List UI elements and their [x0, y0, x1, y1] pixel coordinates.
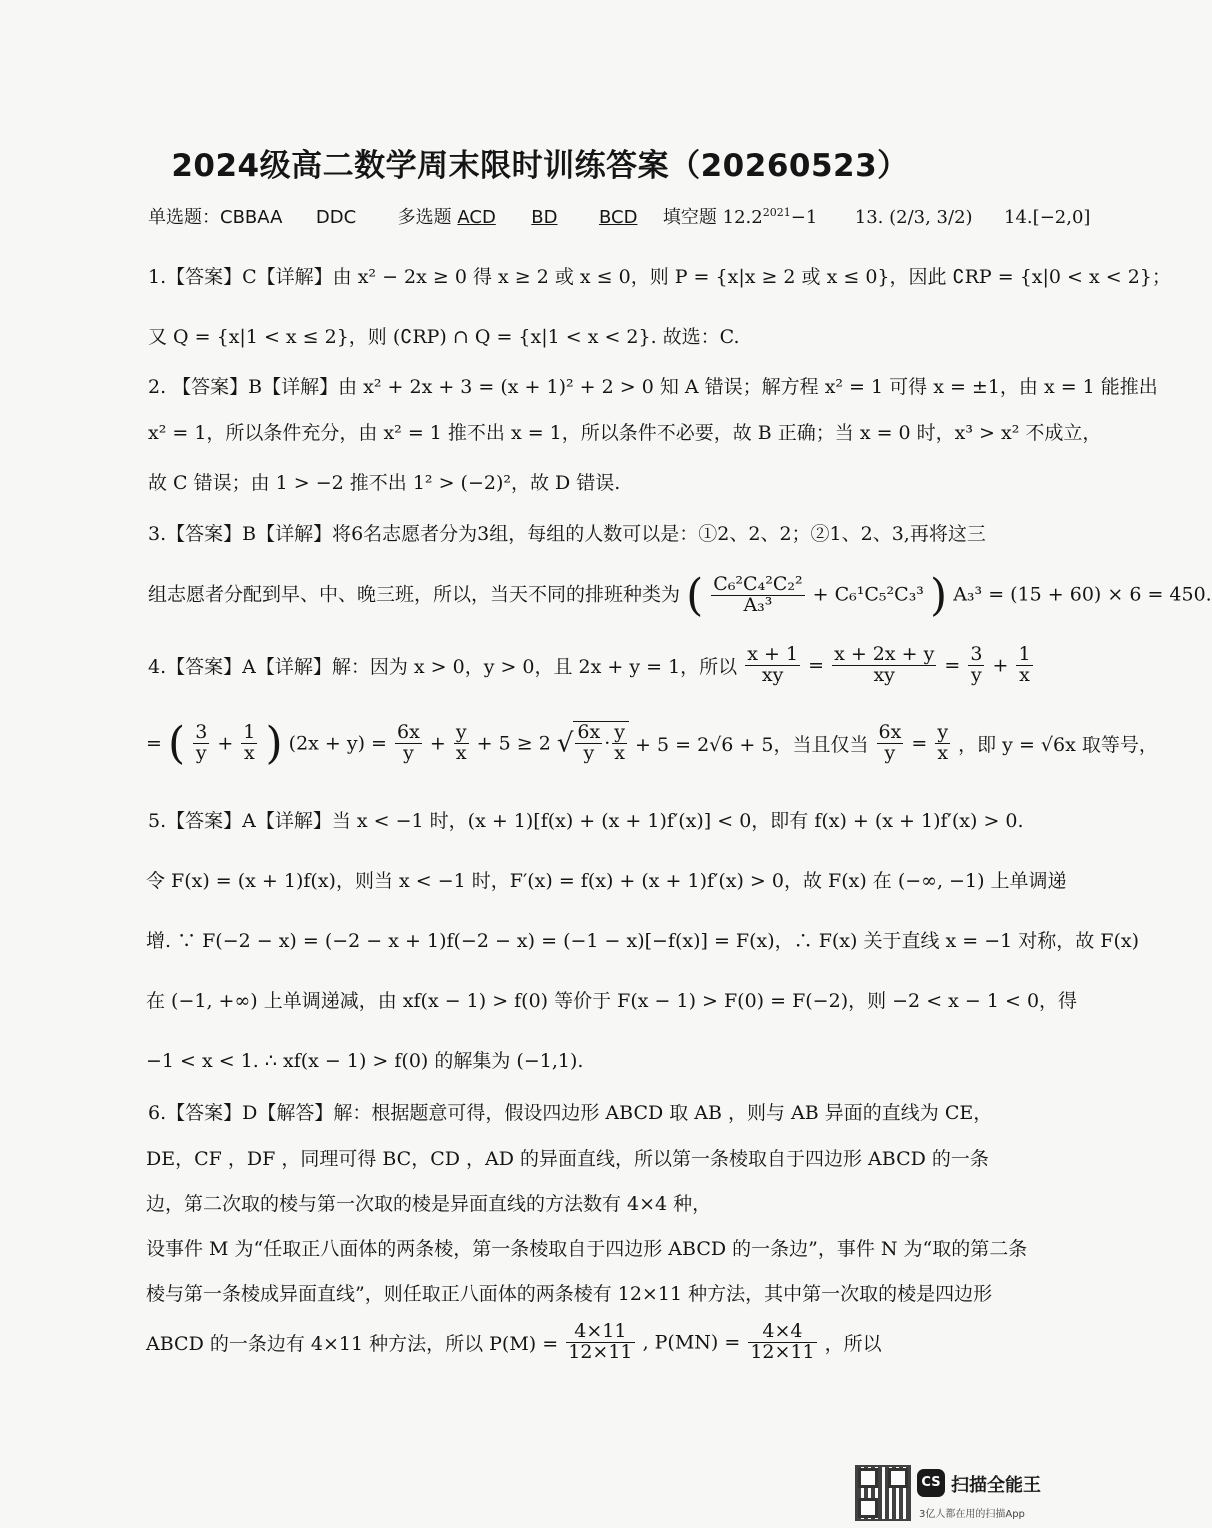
solution-3-term: + C₆¹C₅²C₃³: [812, 583, 924, 606]
fraction-4: [1016, 645, 1032, 686]
fraction-1: [745, 645, 800, 686]
solution-3-result: A₃³ = (15 + 60) × 6 = 450.: [953, 583, 1212, 606]
solution-5-line-4: 在 (−1, +∞) 上单调递减，由 xf(x − 1) > f(0) 等价于 F(x − 1) > F(0) = F(−2)，则 −2 < x − 1 < 0，得: [146, 990, 1078, 1012]
numerator: 3: [195, 721, 208, 744]
fraction-3-over-y: [193, 723, 209, 764]
fraction-y-over-x: [612, 723, 627, 764]
numerator: 6x: [397, 721, 420, 744]
denominator: 12×11: [750, 1340, 815, 1363]
equality-condition: ，即 y = √6x 取等号，: [958, 734, 1158, 756]
open-paren: (: [167, 718, 186, 769]
solution-2-line-3: 故 C 错误；由 1 > −2 推不出 1² > (−2)²，故 D 错误.: [148, 472, 621, 494]
numerator: 4×11: [566, 1322, 634, 1343]
camscanner-logo: CS: [917, 1469, 945, 1497]
solution-4-line-1: [148, 645, 1035, 686]
denominator: y: [195, 742, 207, 764]
single-choice-answers-2: DDC: [315, 207, 357, 228]
sqrt-content: [573, 721, 629, 764]
numerator: 4×4: [748, 1322, 816, 1343]
q12-exponent: 2021: [762, 206, 791, 219]
fraction-6x-over-y: [575, 723, 602, 764]
solution-3-line-2: [148, 570, 1212, 621]
denominator: y: [971, 663, 982, 686]
q13-number: 13.: [854, 207, 884, 228]
solution-6-line-6: [146, 1322, 882, 1363]
qr-finder: [888, 1468, 908, 1488]
solution-2-line-2: x² = 1，所以条件充分，由 x² = 1 推不出 x = 1，所以条件不必要，故 B 正确；当 x = 0 时，x³ > x² 不成立，: [148, 422, 1102, 444]
qr-code-icon: [855, 1465, 911, 1521]
equals-sign: =: [911, 732, 928, 755]
fraction-p-mn: [748, 1322, 816, 1363]
numerator: x + 1: [747, 643, 799, 665]
sqrt-icon: √: [556, 728, 574, 759]
equality-text: + 5 = 2√6 + 5，当且仅当: [635, 734, 869, 756]
q12-base: 2: [751, 207, 763, 228]
open-paren: (: [686, 570, 704, 621]
fill-blank-label: 填空题: [662, 207, 717, 228]
solution-6-text: , P(MN) =: [642, 1331, 741, 1354]
solution-5-line-1: 5.【答案】A【详解】当 x < −1 时，(x + 1)[f(x) + (x + 1)f′(x)] < 0，即有 f(x) + (x + 1)f′(x) > 0.: [148, 810, 1024, 832]
numerator: x + 2x + y: [834, 643, 935, 665]
denominator: x: [1019, 663, 1030, 686]
q12-tail: −1: [790, 207, 818, 228]
denominator: x: [937, 742, 949, 764]
q12-number: 12.: [722, 207, 752, 228]
numerator: 3: [970, 643, 983, 665]
close-paren: ): [265, 718, 283, 769]
denominator: x: [614, 742, 625, 764]
denominator: xy: [873, 663, 895, 686]
fraction-numerator: C₆²C₄²C₂²: [713, 573, 803, 596]
solution-5-line-5: −1 < x < 1. ∴ xf(x − 1) > f(0) 的解集为 (−1,1).: [146, 1050, 584, 1072]
solution-3-line-1: 3.【答案】B【详解】将6名志愿者分为3组，每组的人数可以是：①2、2、2；②1、2、3,再将这三: [148, 523, 986, 545]
solution-6-line-1: 6.【答案】D【解答】解：根据题意可得，假设四边形 ABCD 取 AB ，则与 AB 异面的直线为 CE，: [148, 1102, 993, 1124]
fraction-1-over-x: [241, 723, 257, 764]
qr-finder: [858, 1498, 878, 1518]
inequality-text: + 5 ≥ 2: [476, 732, 551, 755]
multi-answer-10: BD: [531, 207, 558, 228]
fraction-2: [832, 645, 936, 686]
scanner-tagline: 3亿人都在用的扫描App: [919, 1509, 1025, 1520]
multi-choice-label: 多选题: [397, 207, 452, 228]
numerator: 6x: [577, 721, 601, 744]
equals-sign: =: [146, 732, 162, 755]
solution-6-line-4: 设事件 M 为“任取正八面体的两条棱，第一条棱取自于四边形 ABCD 的一条边”，事件 N 为“取的第二条: [146, 1238, 1028, 1260]
multi-answer-9: ACD: [457, 207, 496, 228]
denominator: 12×11: [568, 1340, 633, 1363]
solution-3-text: 组志愿者分配到早、中、晚三班，所以，当天不同的排班种类为: [148, 583, 681, 606]
solution-6-line-3: 边，第二次取的棱与第一次取的棱是异面直线的方法数有 4×4 种，: [146, 1193, 712, 1215]
fraction-y-over-x: [454, 723, 469, 764]
fraction-3: [968, 645, 984, 686]
fraction-arrangements: [711, 575, 804, 616]
qr-finder: [858, 1468, 878, 1488]
denominator: y: [583, 742, 595, 764]
scanner-brand-name: 扫描全能王: [951, 1475, 1041, 1496]
solution-6-line-2: DE，CF ，DF ，同理可得 BC，CD ，AD 的异面直线，所以第一条棱取自于四边形 ABCD 的一条: [146, 1148, 989, 1170]
fraction-6x-over-y: [395, 723, 422, 764]
answer-summary: [148, 203, 1090, 229]
numerator: 1: [243, 721, 256, 744]
single-choice-answers-1: CBBAA: [220, 207, 283, 228]
single-choice-label: 单选题：: [148, 207, 220, 228]
solution-6-line-5: 棱与第一条棱成异面直线”，则任取正八面体的两条棱有 12×11 种方法，其中第一次取的棱是四边形: [146, 1283, 993, 1305]
solution-4-text: 4.【答案】A【详解】解：因为 x > 0，y > 0，且 2x + y = 1，所以: [148, 655, 738, 678]
q14-number: 14.: [1004, 207, 1033, 228]
q14-answer: [−2,0]: [1032, 207, 1091, 228]
denominator: xy: [761, 663, 784, 686]
multi-answer-11: BCD: [598, 207, 638, 228]
numerator: 1: [1018, 643, 1031, 665]
denominator: x: [455, 742, 467, 764]
scanner-watermark: [855, 1465, 1065, 1525]
page-title: 2024级高二数学周末限时训练答案（20260523）: [171, 148, 909, 184]
denominator: y: [403, 742, 414, 764]
solution-1-line-2: 又 Q = {x|1 < x ≤ 2}，则 (∁RP) ∩ Q = {x|1 < x < 2}. 故选：C.: [148, 326, 740, 348]
numerator: y: [614, 721, 625, 744]
solution-5-line-2: 令 F(x) = (x + 1)f(x)，则当 x < −1 时，F′(x) = f(x) + (x + 1)f′(x) > 0，故 F(x) 在 (−∞, −1) 上单调递: [146, 870, 1067, 892]
q13-answer: (2/3, 3/2): [889, 207, 973, 228]
denominator: x: [243, 742, 255, 764]
fraction-p-m: [566, 1322, 634, 1363]
fraction-denominator: A₃³: [743, 594, 773, 616]
plus-sign: +: [217, 732, 234, 755]
solution-5-line-3: 增. ∵ F(−2 − x) = (−2 − x + 1)f(−2 − x) = (−1 − x)[−f(x)] = F(x)，∴ F(x) 关于直线 x = −1 对称，故 F(x): [146, 930, 1140, 952]
expression-text: (2x + y) =: [288, 732, 387, 755]
solution-6-text: ，所以: [824, 1332, 882, 1355]
equals-sign: =: [944, 654, 961, 677]
solution-2-line-1: 2. 【答案】B【详解】由 x² + 2x + 3 = (x + 1)² + 2 > 0 知 A 错误；解方程 x² = 1 可得 x = ±1，由 x = 1 能推出: [148, 376, 1158, 398]
plus-sign: +: [992, 654, 1009, 677]
solution-4-line-2: [146, 718, 1158, 769]
numerator: y: [455, 721, 467, 744]
solution-1-line-1: 1.【答案】C【详解】由 x² − 2x ≥ 0 得 x ≥ 2 或 x ≤ 0，则 P = {x|x ≥ 2 或 x ≤ 0}，因此 ∁RP = {x|0 < x < 2}；: [148, 266, 1171, 288]
equals-sign: =: [808, 654, 825, 677]
denominator: y: [884, 742, 896, 764]
fraction-y-over-x: [935, 723, 950, 764]
solution-6-text: ABCD 的一条边有 4×11 种方法，所以 P(M) =: [146, 1332, 559, 1355]
numerator: y: [937, 721, 949, 744]
plus-sign: +: [429, 732, 446, 755]
numerator: 6x: [878, 721, 902, 744]
fraction-6x-over-y: [877, 723, 904, 764]
multiply-dot: ·: [604, 732, 611, 755]
close-paren: ): [929, 570, 948, 621]
